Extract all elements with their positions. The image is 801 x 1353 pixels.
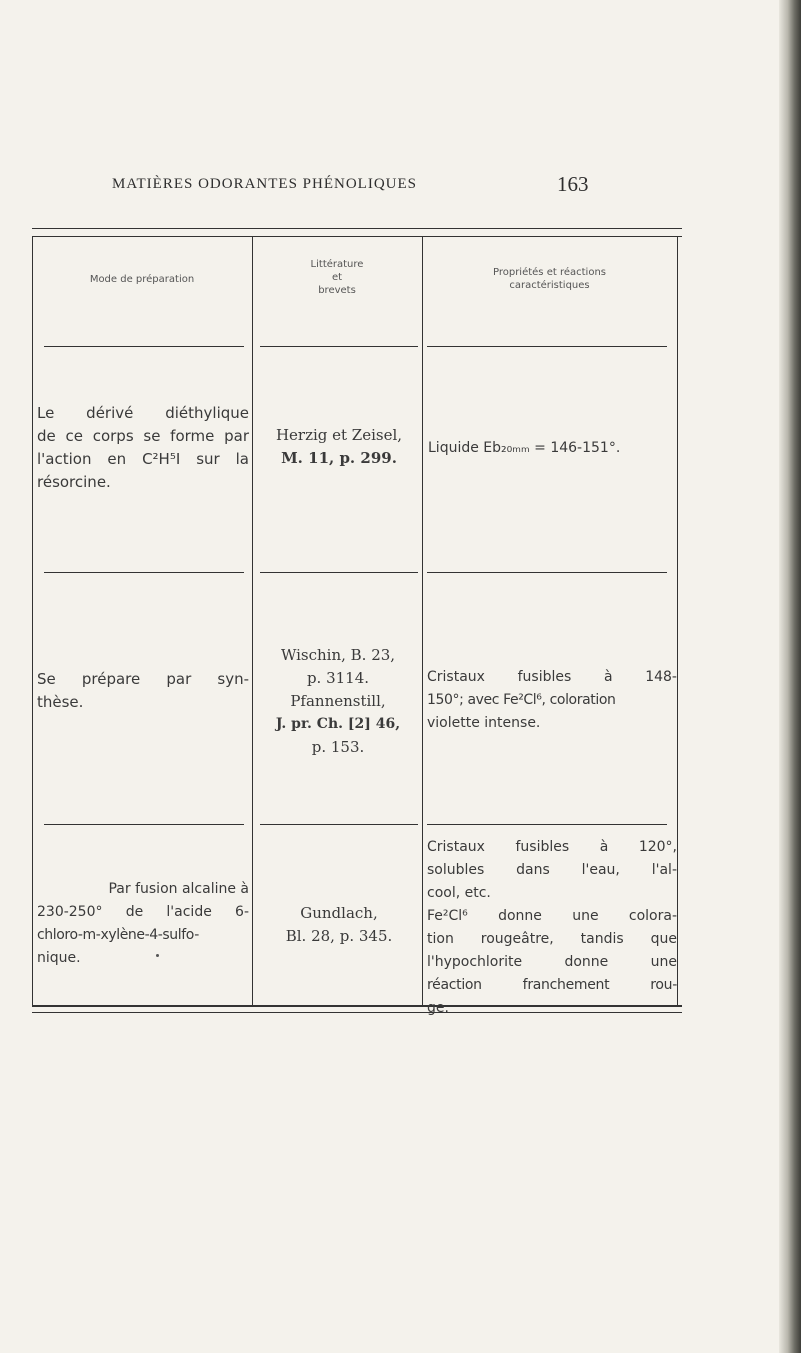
table-left-rule [32,236,33,1006]
line: p. 3114. [306,669,370,687]
line: p. 153. [311,738,365,756]
table-top-rule-2 [32,236,682,237]
line: Se prépare par syn- [37,670,249,688]
line: chloro-m-xylène-4-sulfo- [37,927,199,943]
line: J. pr. Ch. [2] 46, [275,716,401,732]
line: Liquide Eb₂₀ₘₘ = 146-151°. [428,440,621,456]
row1-rule-col3 [427,572,667,573]
page-number: 163 [557,172,589,196]
header-rule-col2 [260,346,418,347]
row2-mode [37,668,249,714]
line: Par fusion alcaline à [108,881,249,897]
row3-mode [37,878,249,970]
line: résorcine. [37,473,111,491]
column-rule-2 [422,236,423,1006]
line: thèse. [37,693,84,711]
line: Le dérivé diéthylique [37,404,249,422]
line: Fe²Cl⁶ donne une colora- [427,908,677,924]
row1-rule-col1 [44,572,244,573]
row2-rule-col3 [427,824,667,825]
line: ge. [427,1000,449,1016]
column-header-litterature: Littérature et brevets [310,259,364,296]
line: l'hypochlorite donne une [427,954,677,970]
header-rule-col1 [44,346,244,347]
line: 230-250° de l'acide 6- [37,904,249,920]
ink-speck [156,954,159,957]
running-header [112,172,589,196]
line: l'action en C²H⁵I sur la [37,450,249,468]
column-header-mode: Mode de préparation [89,274,195,285]
line: de ce corps se forme par [37,427,249,445]
line: tion rougeâtre, tandis que [427,931,677,947]
table-right-rule [677,236,678,1006]
line: cool, etc. [427,885,491,901]
row3-litterature [256,902,422,948]
line: Pfannenstill, [290,692,386,710]
header-rule-col3 [427,346,667,347]
line: M. 11, p. 299. [281,449,397,467]
data-table [32,228,682,1016]
header-title: MATIÈRES ODORANTES PHÉNOLIQUES [112,176,418,192]
line: Herzig et Zeisel, [275,426,403,444]
column-rule-1 [252,236,253,1006]
row1-mode [37,402,249,494]
row1-litterature [256,424,422,470]
line: nique. [37,950,81,966]
page-edge-shadow [779,0,801,1353]
row2-rule-col1 [44,824,244,825]
line: Cristaux fusibles à 120°, [427,839,677,855]
table-top-rule [32,228,682,229]
line: 150°; avec Fe²Cl⁶, coloration [427,692,616,708]
row2-litterature [254,644,422,759]
line: Wischin, B. 23, [280,646,396,664]
line: Gundlach, [300,904,378,922]
line: réaction franchement rou- [427,977,677,993]
line: violette intense. [427,715,541,731]
row1-proprietes [428,437,674,460]
line: solubles dans l'eau, l'al- [427,862,677,878]
line: Bl. 28, p. 345. [285,927,393,945]
line: Cristaux fusibles à 148- [427,669,677,685]
row2-proprietes [427,666,677,735]
row3-proprietes [427,836,677,1020]
row1-rule-col2 [260,572,418,573]
row2-rule-col2 [260,824,418,825]
column-header-proprietes: Propriétés et réactions caractéristiques [492,267,606,291]
